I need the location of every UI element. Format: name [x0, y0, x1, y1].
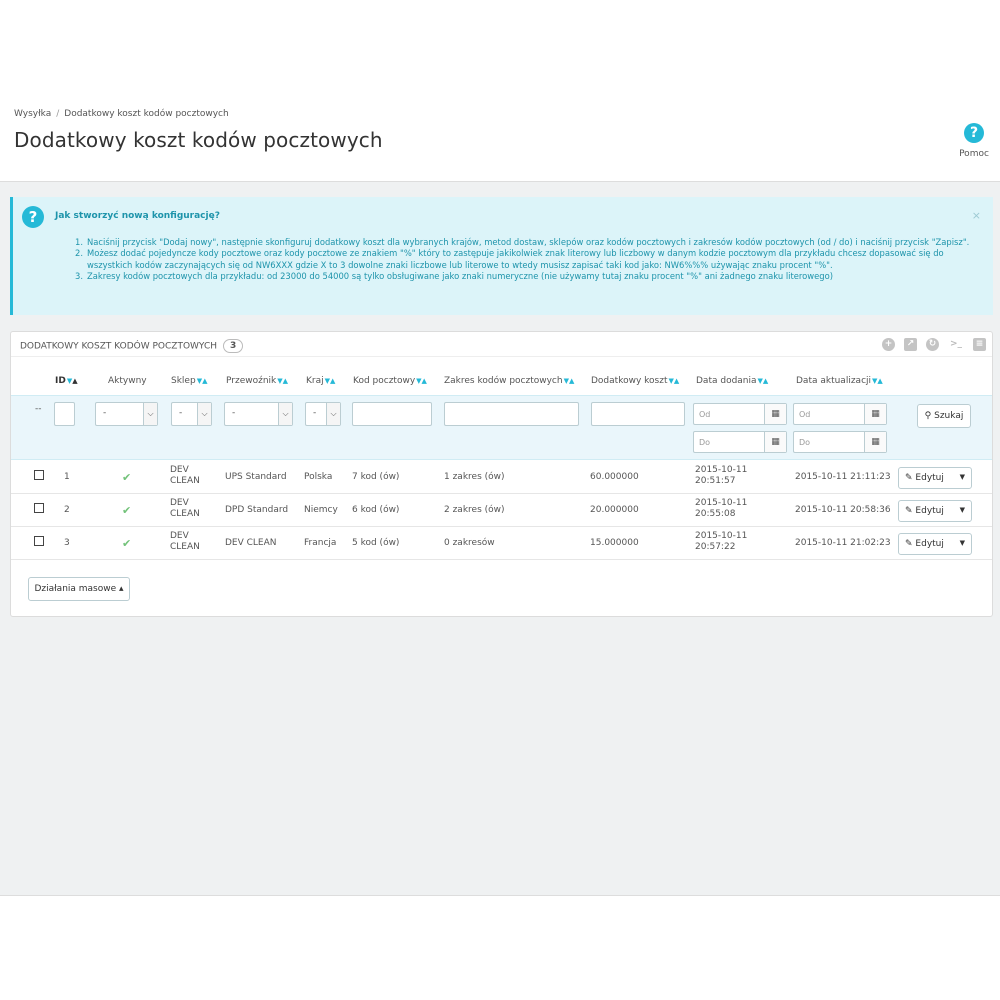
calendar-icon: ▦ [764, 404, 786, 424]
sort-asc-icon[interactable]: ▲ [877, 377, 882, 385]
edit-button[interactable]: ✎ Edytuj ▼ [898, 467, 972, 489]
breadcrumb-parent[interactable]: Wysyłka [14, 109, 52, 119]
calendar-icon: ▦ [864, 404, 886, 424]
panel-heading [11, 332, 992, 357]
col-carrier: Przewoźnik▼▲ [226, 376, 288, 386]
chevron-down-icon: ⌵ [143, 403, 157, 425]
table-header [11, 368, 992, 394]
sort-asc-icon[interactable]: ▲ [72, 377, 77, 385]
cell-id: 2 [64, 505, 70, 515]
breadcrumb-separator: / [56, 109, 60, 119]
filter-date-added-from[interactable]: Od ▦ [693, 403, 787, 425]
add-icon[interactable]: + [882, 338, 895, 351]
sort-desc-icon[interactable]: ▼ [563, 377, 568, 385]
filter-postcode-input[interactable] [352, 402, 432, 426]
filter-cost-input[interactable] [591, 402, 685, 426]
caret-down-icon: ▼ [959, 539, 965, 547]
filter-date-added-to[interactable]: Do ▦ [693, 431, 787, 453]
filter-active-select[interactable]: - ⌵ [95, 402, 158, 426]
cell-date-added: 2015-10-11 20:57:22 [695, 531, 748, 552]
alert-item: 3. Zakresy kodów pocztowych dla przykładu: od 23000 do 54000 są tylko obsługiwane jako znaki numeryczne (nie używamy tutaj znaku procent "%" ani żadnego znaku literowego) [75, 270, 834, 281]
cell-shop: DEV CLEAN [170, 531, 200, 552]
alert-item: 1. Naciśnij przycisk "Dodaj nowy", następnie skonfiguruj dodatkowy koszt dla wybranych krajów, metod dostaw, sklepów oraz kodów pocztowych i zakresów kodów pocztowych (od / do) i naciśnij przycisk "Zapisz". [75, 237, 970, 247]
panel-title: DODATKOWY KOSZT KODÓW POCZTOWYCH 3 [20, 339, 243, 353]
filter-id-input[interactable] [54, 402, 75, 426]
pencil-icon: ✎ [905, 539, 913, 549]
cell-id: 3 [64, 538, 70, 548]
check-icon[interactable]: ✔ [122, 537, 132, 550]
filter-date-updated-from[interactable]: Od ▦ [793, 403, 887, 425]
check-icon[interactable]: ✔ [122, 504, 132, 517]
col-active: Aktywny [108, 376, 147, 386]
sort-desc-icon[interactable]: ▼ [277, 377, 282, 385]
check-icon[interactable]: ✔ [122, 471, 132, 484]
panel-toolbar [873, 338, 986, 351]
search-button[interactable]: ⚲ Szukaj [917, 404, 971, 428]
sort-desc-icon[interactable]: ▼ [196, 377, 202, 385]
cell-country: Niemcy [304, 505, 338, 515]
alert-heading: Jak stworzyć nową konfigurację? [55, 211, 220, 221]
filter-date-updated-to[interactable]: Do ▦ [793, 431, 887, 453]
search-icon: ⚲ [924, 411, 932, 421]
bottom-blank-area [0, 895, 1000, 1000]
col-range: Zakres kodów pocztowych▼▲ [444, 376, 574, 386]
sql-icon[interactable]: >_ [949, 339, 963, 349]
sort-asc-icon[interactable]: ▲ [330, 377, 335, 385]
caret-down-icon: ▼ [959, 473, 965, 481]
col-date-added: Data dodania▼▲ [696, 376, 768, 386]
sort-desc-icon[interactable]: ▼ [757, 377, 762, 385]
cell-date-added: 2015-10-11 20:55:08 [695, 498, 748, 519]
col-id: ID▼▲ [55, 376, 77, 386]
cell-postcode: 7 kod (ów) [352, 472, 400, 482]
cell-date-added: 2015-10-11 20:51:57 [695, 465, 748, 486]
sort-desc-icon[interactable]: ▼ [66, 377, 72, 385]
cell-range: 1 zakres (ów) [444, 472, 505, 482]
page-title: Dodatkowy koszt kodów pocztowych [14, 128, 383, 152]
cell-postcode: 5 kod (ów) [352, 538, 400, 548]
row-checkbox[interactable] [34, 470, 44, 480]
cell-shop: DEV CLEAN [170, 465, 200, 486]
alert-list [77, 237, 987, 282]
cell-cost: 15.000000 [590, 538, 639, 548]
alert-item: 2. Możesz dodać pojedyncze kody pocztowe oraz kody pocztowe ze znakiem "%" który to zastępuje jakikolwiek znak literowy lub liczbowy w danym kodzie pocztowym dla przykładu chcesz dopasować się do wszystkich kodów zaczynających się od NW6XXX gdzie X to 3 dowolne znaki liczbowe lub literowe to wtedy musisz zapisać taki kod jako: NW6%%% używając znaku procent "%". [75, 248, 944, 270]
sort-asc-icon[interactable]: ▲ [568, 377, 574, 385]
pencil-icon: ✎ [905, 506, 913, 516]
table-row[interactable] [11, 527, 992, 560]
filter-row [11, 395, 992, 460]
refresh-icon[interactable]: ↻ [926, 338, 939, 351]
cell-postcode: 6 kod (ów) [352, 505, 400, 515]
sort-asc-icon[interactable]: ▲ [282, 377, 288, 385]
cell-cost: 20.000000 [590, 505, 639, 515]
cell-range: 0 zakresów [444, 538, 495, 548]
cell-country: Polska [304, 472, 333, 482]
calendar-icon: ▦ [864, 432, 886, 452]
list-panel [10, 331, 993, 617]
sort-desc-icon[interactable]: ▼ [872, 377, 877, 385]
cell-date-updated: 2015-10-11 21:11:23 [795, 472, 891, 482]
close-icon[interactable]: × [971, 209, 981, 222]
sort-asc-icon[interactable]: ▲ [421, 377, 426, 385]
edit-button[interactable]: ✎ Edytuj ▼ [898, 500, 972, 522]
cell-cost: 60.000000 [590, 472, 639, 482]
export-icon[interactable]: ↗ [904, 338, 917, 351]
filter-country-select[interactable]: - ⌵ [305, 402, 341, 426]
cell-id: 1 [64, 472, 70, 482]
count-badge: 3 [223, 339, 243, 353]
sort-desc-icon[interactable]: ▼ [416, 377, 421, 385]
filter-range-input[interactable] [444, 402, 579, 426]
caret-down-icon: ▼ [959, 506, 965, 514]
filter-shop-select[interactable]: - ⌵ [171, 402, 212, 426]
help-icon: ? [964, 123, 984, 143]
calendar-icon: ▦ [764, 432, 786, 452]
chevron-down-icon: ⌵ [326, 403, 340, 425]
pencil-icon: ✎ [905, 473, 913, 483]
cell-range: 2 zakres (ów) [444, 505, 505, 515]
filter-dash: -- [35, 404, 42, 414]
row-checkbox[interactable] [34, 536, 44, 546]
cell-carrier: DPD Standard [225, 505, 289, 515]
sort-asc-icon[interactable]: ▲ [202, 377, 207, 385]
database-icon[interactable]: ≡ [973, 338, 986, 351]
cell-carrier: UPS Standard [225, 472, 287, 482]
col-postcode: Kod pocztowy▼▲ [353, 376, 426, 386]
breadcrumb-current: Dodatkowy koszt kodów pocztowych [64, 109, 229, 119]
question-icon: ? [22, 206, 44, 228]
cell-shop: DEV CLEAN [170, 498, 200, 519]
col-shop: Sklep▼▲ [171, 376, 207, 386]
page-header [0, 95, 1000, 182]
sort-desc-icon[interactable]: ▼ [668, 377, 673, 385]
chevron-down-icon: ⌵ [278, 403, 292, 425]
sort-asc-icon[interactable]: ▲ [762, 377, 768, 385]
table-row[interactable] [11, 494, 992, 527]
filter-carrier-select[interactable]: - ⌵ [224, 402, 293, 426]
row-checkbox[interactable] [34, 503, 44, 513]
cell-date-updated: 2015-10-11 20:58:36 [795, 505, 891, 515]
sort-desc-icon[interactable]: ▼ [324, 377, 330, 385]
help-label: Pomoc [959, 149, 989, 159]
col-cost: Dodatkowy koszt▼▲ [591, 376, 679, 386]
bulk-actions-button[interactable]: Działania masowe ▴ [28, 577, 130, 601]
breadcrumb [14, 109, 229, 119]
top-blank-area [0, 0, 1000, 95]
sort-asc-icon[interactable]: ▲ [673, 377, 679, 385]
edit-button[interactable]: ✎ Edytuj ▼ [898, 533, 972, 555]
cell-country: Francja [304, 538, 337, 548]
help-button[interactable] [956, 123, 992, 159]
cell-date-updated: 2015-10-11 21:02:23 [795, 538, 891, 548]
cell-carrier: DEV CLEAN [225, 538, 277, 548]
chevron-down-icon: ⌵ [197, 403, 211, 425]
col-country: Kraj▼▲ [306, 376, 335, 386]
info-alert [10, 197, 993, 315]
col-date-updated: Data aktualizacji▼▲ [796, 376, 882, 386]
table-row[interactable] [11, 461, 992, 494]
